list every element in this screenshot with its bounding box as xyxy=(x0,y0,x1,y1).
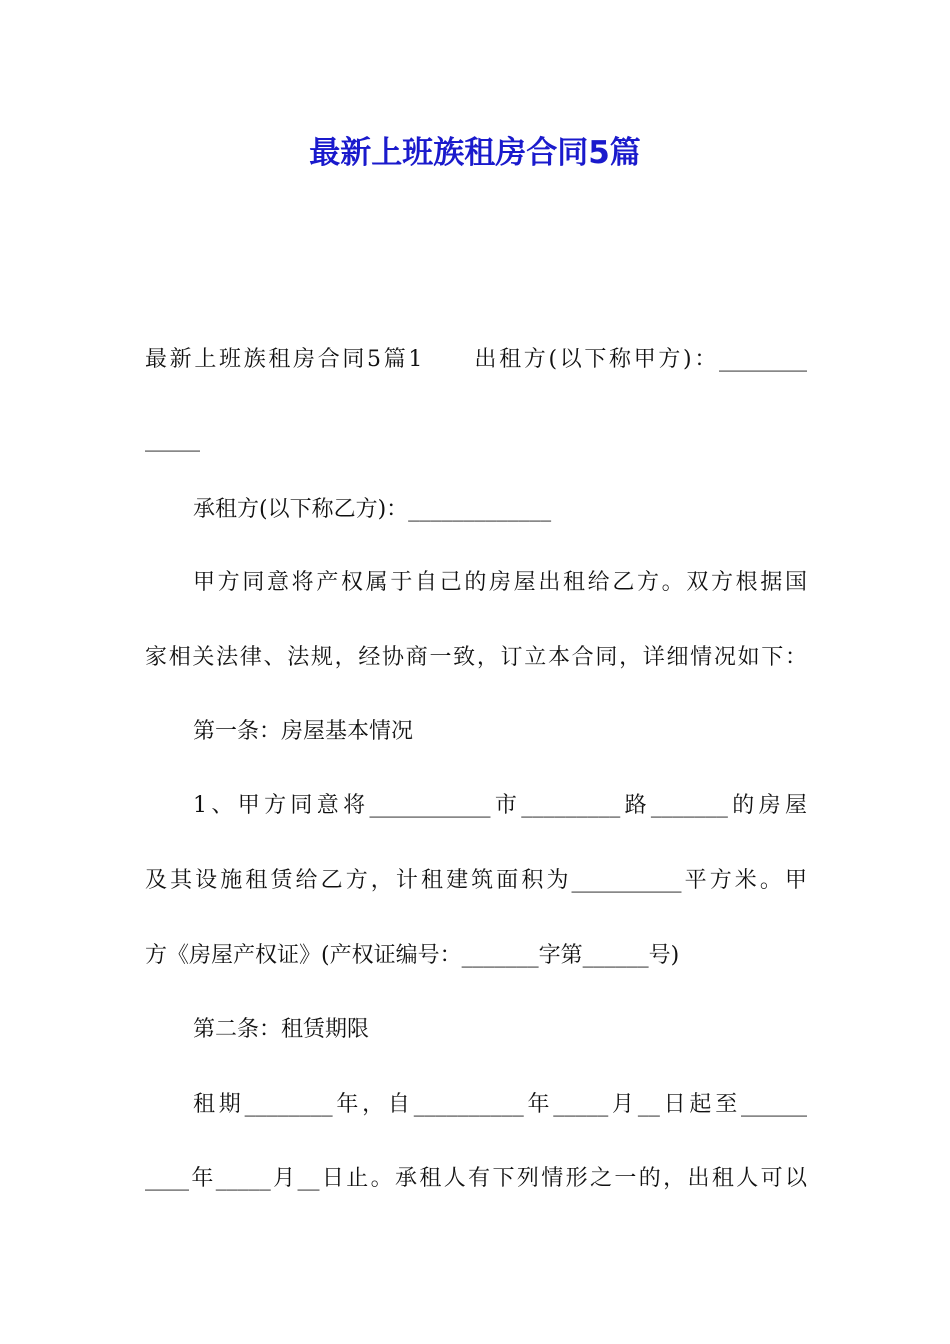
section-heading: 第二条：租赁期限 xyxy=(193,1017,370,1042)
paragraph-line: ____年_____月__日止。承租人有下列情形之一的，出租人可以 xyxy=(145,1166,807,1191)
paragraph-line: 租期________年，自__________年_____月__日起至______ xyxy=(193,1092,807,1117)
paragraph-line: _____ xyxy=(145,427,200,452)
paragraph-line: 甲方同意将产权属于自己的房屋出租给乙方。双方根据国 xyxy=(193,570,807,595)
paragraph-line: 最新上班族租房合同5篇1 出租方(以下称甲方)：________ xyxy=(145,347,807,372)
paragraph-line: 及其设施租赁给乙方，计租建筑面积为__________平方米。甲 xyxy=(145,868,807,893)
paragraph-line: 1、甲方同意将___________市_________路_______的房屋 xyxy=(193,793,807,818)
paragraph-line: 家相关法律、法规，经协商一致，订立本合同，详细情况如下： xyxy=(145,645,807,670)
section-heading: 第一条：房屋基本情况 xyxy=(193,719,414,744)
paragraph-line: 方《房屋产权证》(产权证编号：_______字第______号) xyxy=(145,943,680,968)
paragraph-line: 承租方(以下称乙方)：_____________ xyxy=(193,497,552,522)
document-title: 最新上班族租房合同5篇 xyxy=(309,135,641,171)
